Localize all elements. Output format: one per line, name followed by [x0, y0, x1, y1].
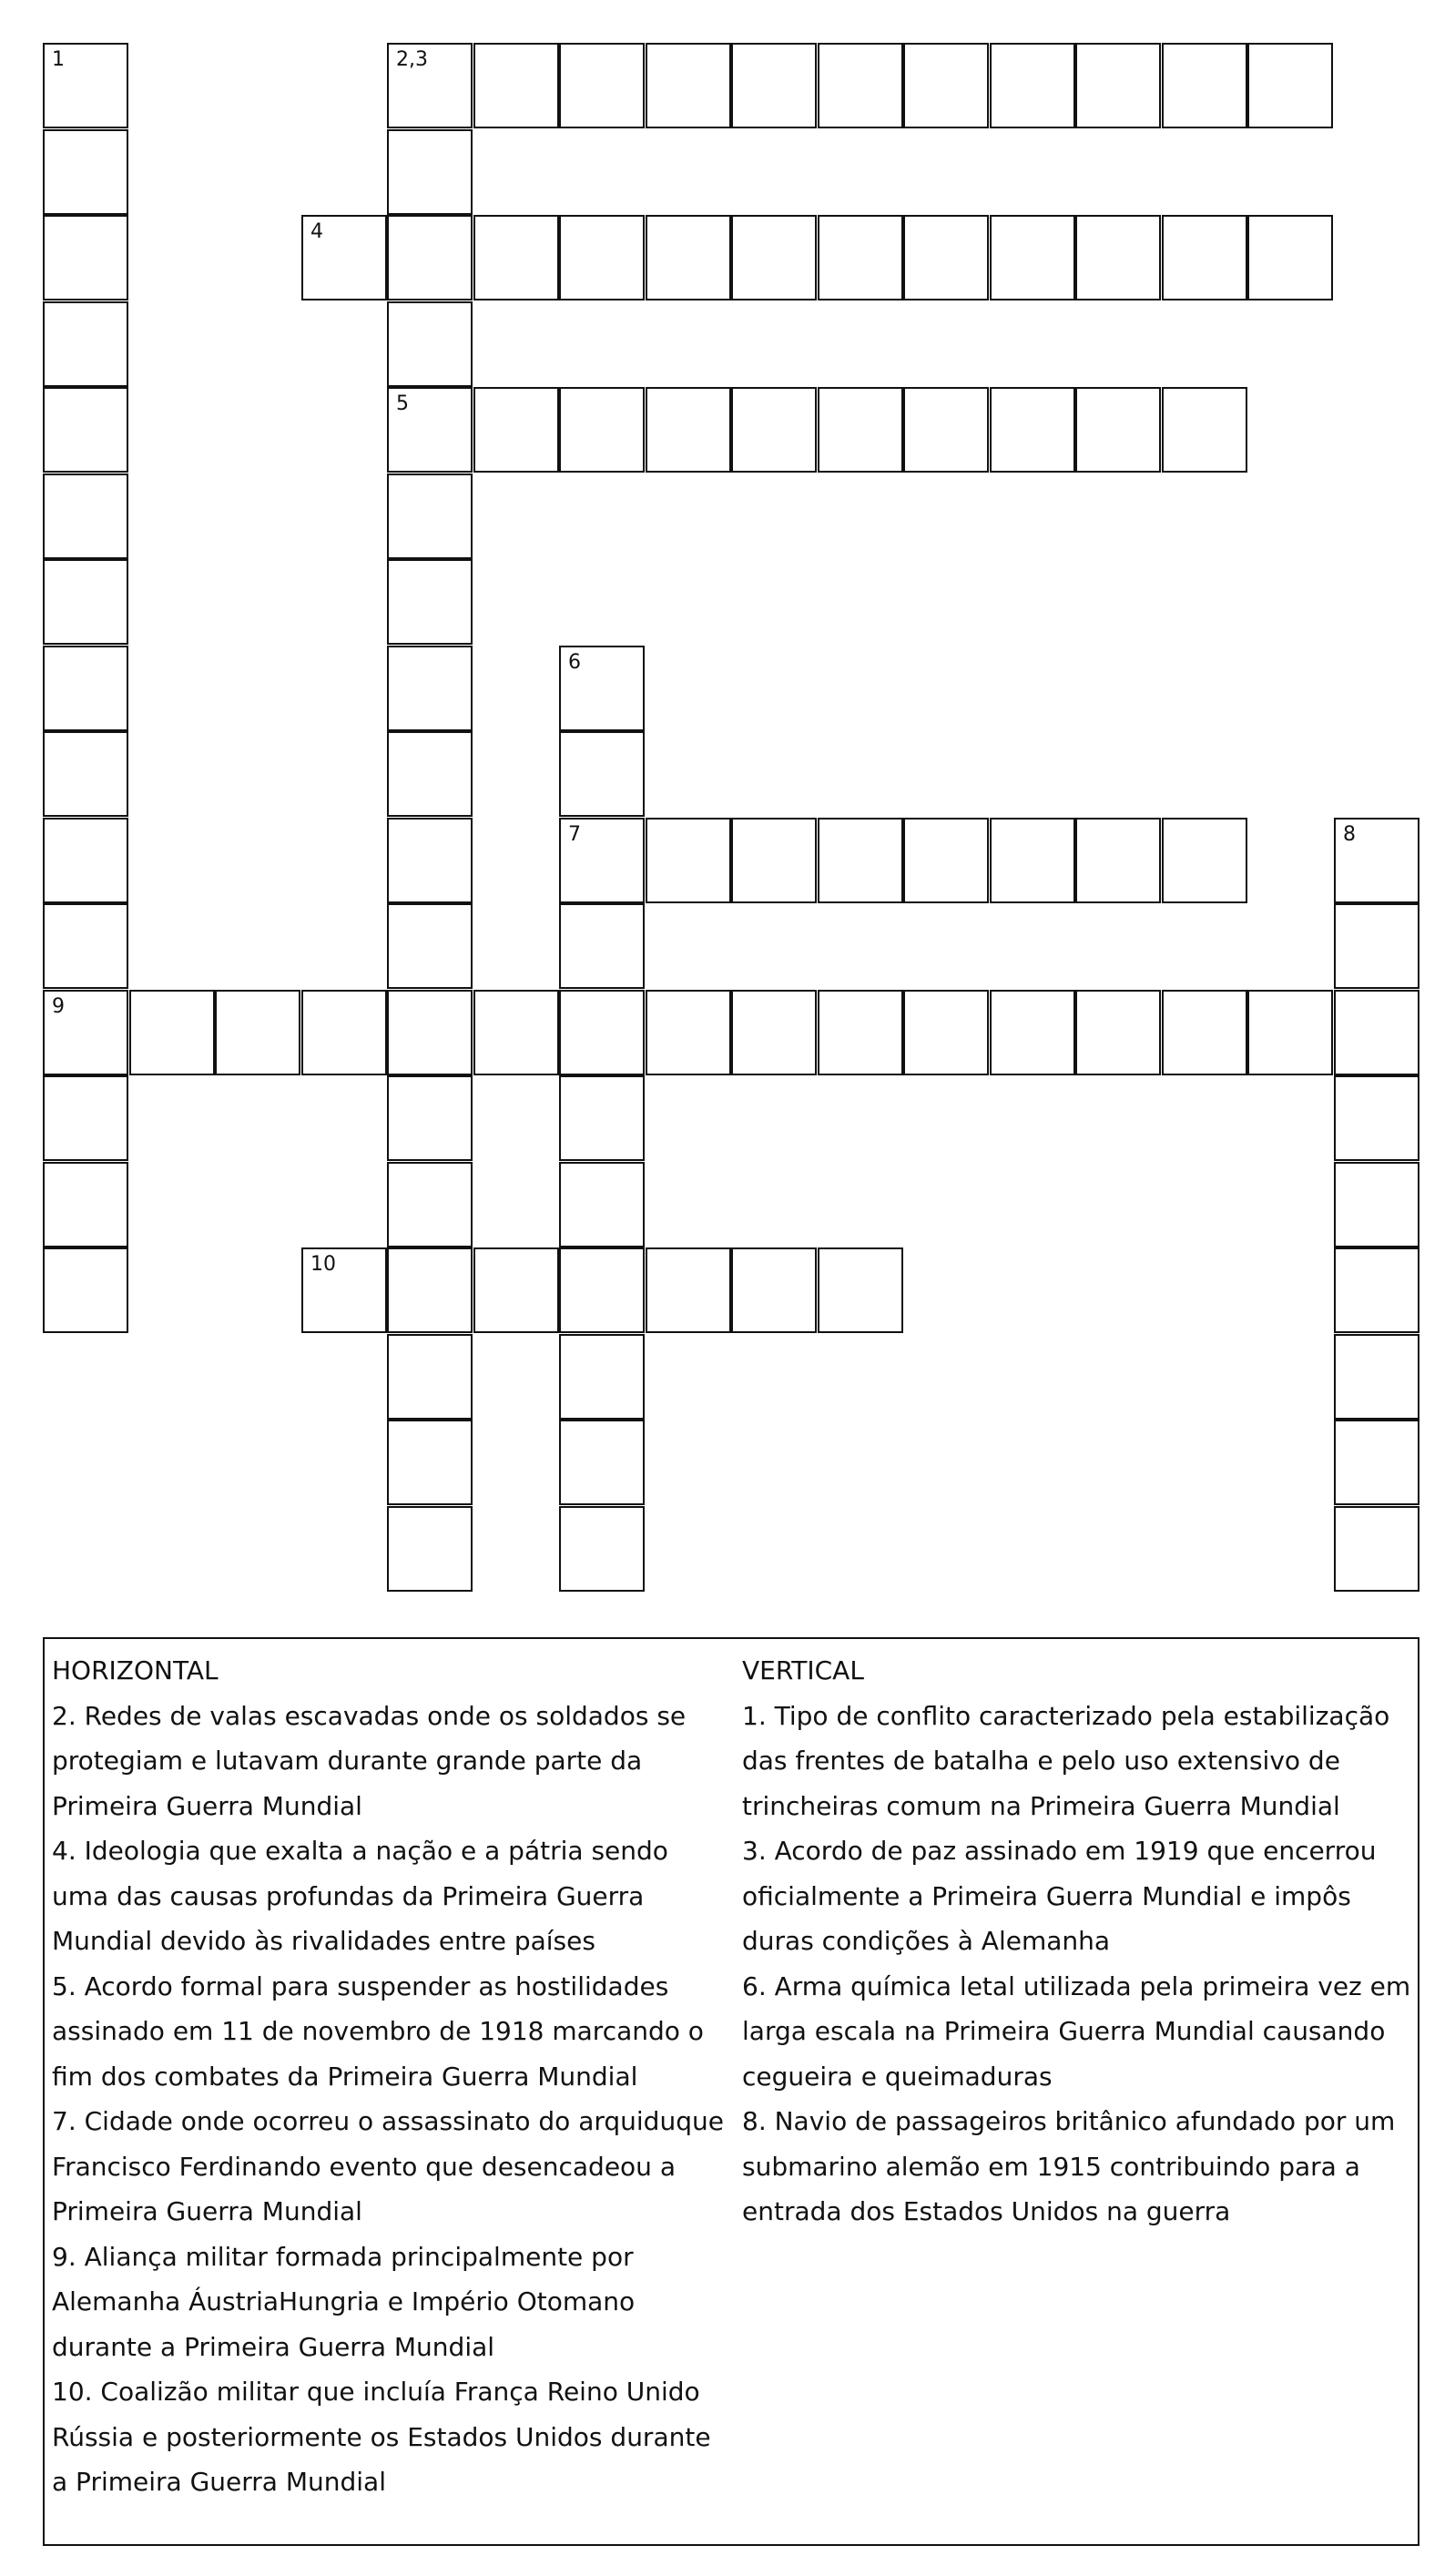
- grid-cell[interactable]: [387, 1334, 473, 1420]
- grid-cell[interactable]: [387, 1162, 473, 1247]
- grid-cell[interactable]: [43, 387, 128, 473]
- grid-cell[interactable]: [1334, 1420, 1419, 1505]
- clue-horizontal-2: 2. Redes de valas escavadas onde os soldados se protegiam e lutavam durante grande parte da Primeira Guerra Mundial: [52, 1700, 687, 1821]
- clue-vertical-8: 8. Navio de passageiros britânico afundado por um submarino alemão em 1915 contribuindo para a entrada dos Estados Unidos na guerra: [742, 2106, 1396, 2226]
- clue-vertical-3: 3. Acordo de paz assinado em 1919 que encerrou oficialmente a Primeira Guerra Mundial e impôs duras condições à Alemanha: [742, 1836, 1377, 1956]
- grid-cell[interactable]: [473, 990, 559, 1075]
- grid-cell[interactable]: [559, 387, 645, 473]
- grid-cell[interactable]: [1162, 215, 1247, 300]
- grid-cell[interactable]: [43, 215, 128, 300]
- grid-cell[interactable]: [559, 903, 645, 989]
- grid-cell[interactable]: [559, 1420, 645, 1505]
- clue-number: 6: [568, 651, 581, 674]
- grid-cell[interactable]: [1334, 990, 1419, 1075]
- grid-cell[interactable]: [1075, 387, 1161, 473]
- grid-cell[interactable]: [903, 43, 989, 128]
- grid-cell[interactable]: [559, 1247, 645, 1333]
- grid-cell[interactable]: [1334, 1075, 1419, 1161]
- grid-cell[interactable]: [43, 559, 128, 645]
- grid-cell[interactable]: [1247, 215, 1333, 300]
- grid-cell[interactable]: [1247, 990, 1333, 1075]
- grid-cell[interactable]: [43, 301, 128, 387]
- grid-cell[interactable]: [301, 215, 387, 300]
- grid-cell[interactable]: [903, 990, 989, 1075]
- grid-cell[interactable]: [43, 1075, 128, 1161]
- grid-cell[interactable]: [990, 818, 1075, 903]
- grid-cell[interactable]: [1075, 990, 1161, 1075]
- clue-number: 5: [396, 392, 409, 415]
- grid-cell[interactable]: [1334, 1334, 1419, 1420]
- grid-cell[interactable]: [818, 1247, 903, 1333]
- grid-cell[interactable]: [473, 1247, 559, 1333]
- clue-number: 4: [310, 220, 323, 243]
- grid-cell[interactable]: [1334, 1162, 1419, 1247]
- clue-horizontal-5: 5. Acordo formal para suspender as hostilidades assinado em 11 de novembro de 1918 marcando o fim dos combates da Primeira Guerra Mundial: [52, 1970, 704, 2092]
- grid-cell[interactable]: [387, 129, 473, 215]
- grid-cell[interactable]: [1162, 43, 1247, 128]
- clue-vertical-1: 1. Tipo de conflito caracterizado pela estabilização das frentes de batalha e pelo uso extensivo de trincheiras comum na Primeira Guerra Mundial: [742, 1700, 1390, 1821]
- grid-cell[interactable]: [387, 387, 473, 473]
- grid-cell[interactable]: [731, 215, 817, 300]
- grid-cell[interactable]: [43, 1162, 128, 1247]
- grid-cell[interactable]: [818, 43, 903, 128]
- clue-number: 9: [52, 995, 65, 1018]
- vertical-heading: VERTICAL: [742, 1655, 864, 1685]
- grid-cell[interactable]: [387, 731, 473, 817]
- grid-cell[interactable]: [43, 646, 128, 731]
- clue-vertical-6: 6. Arma química letal utilizada pela primeira vez em larga escala na Primeira Guerra Mundial causando cegueira e queimaduras: [742, 1970, 1411, 2092]
- grid-cell[interactable]: [473, 215, 559, 300]
- grid-cell[interactable]: [646, 818, 731, 903]
- grid-cell[interactable]: [646, 1247, 731, 1333]
- grid-cell[interactable]: [646, 215, 731, 300]
- grid-cell[interactable]: [43, 1247, 128, 1333]
- grid-cell[interactable]: [559, 1075, 645, 1161]
- grid-cell[interactable]: [43, 473, 128, 559]
- grid-cell[interactable]: [559, 731, 645, 817]
- grid-cell[interactable]: [387, 903, 473, 989]
- grid-cell[interactable]: [387, 990, 473, 1075]
- grid-cell[interactable]: [387, 559, 473, 645]
- grid-cell[interactable]: [559, 215, 645, 300]
- clue-number: 2,3: [396, 48, 428, 71]
- grid-cell[interactable]: [43, 818, 128, 903]
- grid-cell[interactable]: [990, 387, 1075, 473]
- grid-cell[interactable]: [731, 990, 817, 1075]
- grid-cell[interactable]: [903, 818, 989, 903]
- grid-cell[interactable]: [1075, 818, 1161, 903]
- clue-number: 10: [310, 1253, 336, 1276]
- clue-number: 8: [1343, 823, 1356, 846]
- grid-cell[interactable]: [43, 990, 128, 1075]
- grid-cell[interactable]: [731, 387, 817, 473]
- grid-cell[interactable]: [387, 1075, 473, 1161]
- grid-cell[interactable]: [990, 990, 1075, 1075]
- grid-cell[interactable]: [301, 1247, 387, 1333]
- grid-cell[interactable]: [43, 731, 128, 817]
- grid-cell[interactable]: [387, 215, 473, 300]
- grid-cell[interactable]: [129, 990, 215, 1075]
- grid-cell[interactable]: [559, 990, 645, 1075]
- grid-cell[interactable]: [1162, 990, 1247, 1075]
- clue-horizontal-10: 10. Coalizão militar que incluía França Reino Unido Rússia e posteriormente os Estados Unidos durante a Primeira Guerra Mundial: [52, 2377, 711, 2497]
- clues-box: [43, 1637, 1419, 2546]
- grid-cell[interactable]: [1334, 1506, 1419, 1592]
- grid-cell[interactable]: [1162, 387, 1247, 473]
- clue-number: 1: [52, 48, 65, 71]
- grid-cell[interactable]: [473, 387, 559, 473]
- grid-cell[interactable]: [559, 646, 645, 731]
- grid-cell[interactable]: [903, 215, 989, 300]
- grid-cell[interactable]: [990, 215, 1075, 300]
- grid-cell[interactable]: [43, 43, 128, 128]
- grid-cell[interactable]: [43, 903, 128, 989]
- grid-cell[interactable]: [559, 818, 645, 903]
- grid-cell[interactable]: [387, 1506, 473, 1592]
- clue-number: 7: [568, 823, 581, 846]
- grid-cell[interactable]: [1075, 215, 1161, 300]
- grid-cell[interactable]: [731, 1247, 817, 1333]
- grid-cell[interactable]: [990, 43, 1075, 128]
- grid-cell[interactable]: [1247, 43, 1333, 128]
- grid-cell[interactable]: [387, 1420, 473, 1505]
- grid-cell[interactable]: [1334, 903, 1419, 989]
- grid-cell[interactable]: [1334, 1247, 1419, 1333]
- grid-cell[interactable]: [646, 43, 731, 128]
- grid-cell[interactable]: [559, 43, 645, 128]
- grid-cell[interactable]: [559, 1162, 645, 1247]
- grid-cell[interactable]: [387, 43, 473, 128]
- clue-horizontal-7: 7. Cidade onde ocorreu o assassinato do arquiduque Francisco Ferdinando evento que desencadeou a Primeira Guerra Mundial: [52, 2106, 724, 2226]
- grid-cell[interactable]: [387, 818, 473, 903]
- grid-cell[interactable]: [1162, 818, 1247, 903]
- grid-cell[interactable]: [387, 1247, 473, 1333]
- grid-cell[interactable]: [818, 818, 903, 903]
- grid-cell[interactable]: [1334, 818, 1419, 903]
- grid-cell[interactable]: [387, 301, 473, 387]
- vertical-clues: [742, 1648, 1416, 2235]
- grid-cell[interactable]: [473, 43, 559, 128]
- grid-cell[interactable]: [387, 473, 473, 559]
- clue-horizontal-4: 4. Ideologia que exalta a nação e a pátria sendo uma das causas profundas da Primeira Guerra Mundial devido às rivalidades entre países: [52, 1836, 668, 1956]
- grid-cell[interactable]: [731, 818, 817, 903]
- grid-cell[interactable]: [559, 1506, 645, 1592]
- grid-cell[interactable]: [818, 215, 903, 300]
- grid-cell[interactable]: [818, 387, 903, 473]
- grid-cell[interactable]: [646, 387, 731, 473]
- grid-cell[interactable]: [559, 1334, 645, 1420]
- grid-cell[interactable]: [215, 990, 300, 1075]
- grid-cell[interactable]: [731, 43, 817, 128]
- horizontal-clues: [52, 1648, 730, 2505]
- grid-cell[interactable]: [301, 990, 387, 1075]
- grid-cell[interactable]: [43, 129, 128, 215]
- clue-horizontal-9: 9. Aliança militar formada principalmente por Alemanha ÁustriaHungria e Império Otomano durante a Primeira Guerra Mundial: [52, 2241, 636, 2362]
- grid-cell[interactable]: [1075, 43, 1161, 128]
- grid-cell[interactable]: [818, 990, 903, 1075]
- grid-cell[interactable]: [646, 990, 731, 1075]
- grid-cell[interactable]: [387, 646, 473, 731]
- horizontal-heading: HORIZONTAL: [52, 1655, 219, 1685]
- grid-cell[interactable]: [903, 387, 989, 473]
